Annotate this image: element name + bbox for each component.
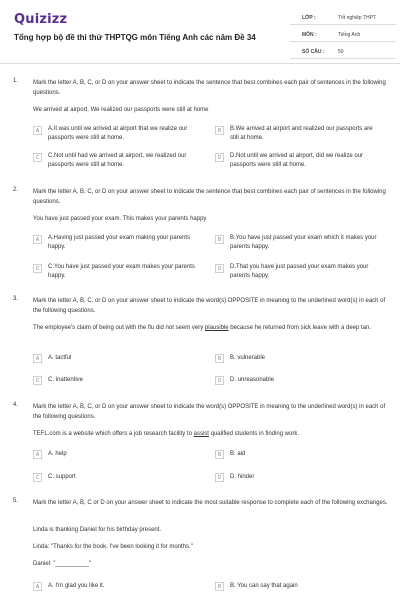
question-2 [0, 187, 400, 287]
option-text: B.You have just passed your exam which it makes your parents happy. [230, 235, 377, 250]
context-text: because he returned from sick leave with a deep tan. [228, 325, 372, 331]
meta-row-question-count [290, 44, 396, 59]
answer-option-d[interactable] [215, 472, 380, 482]
option-letter-box[interactable]: C [33, 473, 42, 482]
option-letter-box[interactable]: A [33, 450, 42, 459]
underlined-word: assist [193, 431, 209, 437]
answer-option-a[interactable] [33, 581, 198, 591]
question-prompt: Mark the letter A, B, C, or D on your answer sheet to indicate the word(s) OPPOSITE in meaning to the underlined word(s) in each of the following questions. [33, 404, 386, 420]
answer-option-d[interactable] [215, 152, 380, 170]
question-prompt: Mark the letter A, B, C or D on your answer sheet to indicate the most suitable response to complete each of the following exchanges. [33, 500, 388, 506]
meta-label: MÔN : [302, 32, 317, 38]
meta-label: LỚP : [302, 15, 316, 21]
context-text: The employee's claim of being out with the flu did not seem very [33, 325, 205, 331]
context-text: qualified students in finding work. [208, 431, 300, 437]
meta-row-class [290, 10, 396, 25]
question-number: 5. [13, 498, 19, 504]
question-context [33, 429, 391, 439]
option-text: A. I'm glad you like it. [48, 583, 105, 589]
option-text: D.Not until we arrived at airport, did we realize our passports were still at home. [230, 153, 364, 168]
question-context [33, 323, 391, 333]
option-letter-box[interactable]: A [33, 126, 42, 135]
option-letter-box[interactable]: D [215, 376, 224, 385]
answer-option-c[interactable] [33, 472, 198, 482]
option-text: A. tactful [48, 355, 72, 361]
meta-value: 50 [338, 49, 344, 55]
option-letter-box[interactable]: B [215, 450, 224, 459]
option-text: B. You can say that again [230, 583, 298, 589]
option-letter-box[interactable]: A [33, 354, 42, 363]
meta-value: Tốt nghiệp THPT [338, 15, 376, 21]
option-letter-box[interactable]: D [215, 264, 224, 273]
question-number: 3. [13, 296, 19, 302]
meta-row-subject [290, 27, 396, 42]
option-text: D. hinder [230, 474, 255, 480]
answer-option-b[interactable] [215, 353, 380, 363]
answer-option-a[interactable] [33, 449, 198, 459]
question-prompt: Mark the letter A, B, C, or D on your answer sheet to indicate the sentence that best combines each pair of sentences in the following questions. [33, 80, 386, 96]
question-1 [0, 78, 400, 178]
option-text: A.It was until we arrived at airport that we realize our passports were still at home. [48, 126, 188, 141]
question-3 [0, 296, 400, 388]
answer-option-c[interactable] [33, 263, 198, 281]
option-text: B.We arrived at airport and realized our passports are still at home. [230, 126, 373, 141]
question-4 [0, 402, 400, 488]
answer-option-a[interactable] [33, 234, 198, 252]
option-letter-box[interactable]: B [215, 582, 224, 591]
question-context: You have just passed your exam. This makes your parents happy [33, 216, 207, 222]
answer-option-b[interactable] [215, 581, 380, 591]
question-context: Daniel: "__________" [33, 561, 91, 567]
option-text: D.That you have just passed your exam makes your parents happy. [230, 264, 369, 279]
answer-option-b[interactable] [215, 234, 380, 252]
document-header [0, 0, 400, 64]
option-letter-box[interactable]: C [33, 376, 42, 385]
question-5 [0, 498, 400, 598]
option-letter-box[interactable]: B [215, 126, 224, 135]
underlined-word: plausible [204, 325, 229, 331]
option-text: C. inattentive [48, 377, 84, 383]
option-letter-box[interactable]: A [33, 582, 42, 591]
question-prompt: Mark the letter A, B, C, or D on your answer sheet to indicate the word(s) OPPOSITE in meaning to the underlined word(s) in each of the following questions. [33, 298, 386, 314]
option-text: B. vulnerable [230, 355, 266, 361]
question-number: 4. [13, 402, 19, 408]
answer-option-d[interactable] [215, 263, 380, 281]
option-text: C. support [48, 474, 76, 480]
context-text: TEFL.com is a website which offers a job research facility to [33, 431, 194, 437]
option-text: A.Having just passed your exam making your parents happy. [48, 235, 191, 250]
option-letter-box[interactable]: A [33, 235, 42, 244]
answer-option-a[interactable] [33, 125, 198, 143]
document-meta [290, 10, 396, 61]
question-context: Linda: "Thanks for the book. I've been looking it for months." [33, 544, 193, 550]
option-text: C.Not until had we arrived at airport, we realized our passports were still at home. [48, 153, 187, 168]
question-number: 2. [13, 187, 19, 193]
option-letter-box[interactable]: B [215, 354, 224, 363]
document-title: Tổng hợp bộ đề thi thử THPTQG môn Tiếng Anh các năm Đề 34 [14, 33, 256, 42]
answer-option-c[interactable] [33, 152, 198, 170]
answer-option-d[interactable] [215, 375, 380, 385]
option-text: C.You have just passed your exam makes your parents happy. [48, 264, 195, 279]
option-letter-box[interactable]: C [33, 264, 42, 273]
answer-option-b[interactable] [215, 125, 380, 143]
answer-option-c[interactable] [33, 375, 198, 385]
answer-option-a[interactable] [33, 353, 198, 363]
option-text: B. aid [230, 451, 246, 457]
option-letter-box[interactable]: B [215, 235, 224, 244]
question-context: We arrived at airport. We realized our passports were still at home [33, 107, 209, 113]
question-prompt: Mark the letter A, B, C, or D on your answer sheet to indicate the sentence that best combines each pair of sentences in the following questions. [33, 189, 386, 205]
option-letter-box[interactable]: C [33, 153, 42, 162]
meta-label: SỐ CÂU : [302, 49, 325, 55]
option-letter-box[interactable]: D [215, 473, 224, 482]
question-context: Linda is thanking Daniel for his birthday present. [33, 527, 162, 533]
quizizz-logo: Quizizz [14, 12, 68, 27]
option-text: A. help [48, 451, 67, 457]
meta-value: Tiếng Anh [338, 32, 361, 38]
option-letter-box[interactable]: D [215, 153, 224, 162]
option-text: D. unreasonable [230, 377, 275, 383]
answer-option-b[interactable] [215, 449, 380, 459]
question-number: 1. [13, 78, 19, 84]
